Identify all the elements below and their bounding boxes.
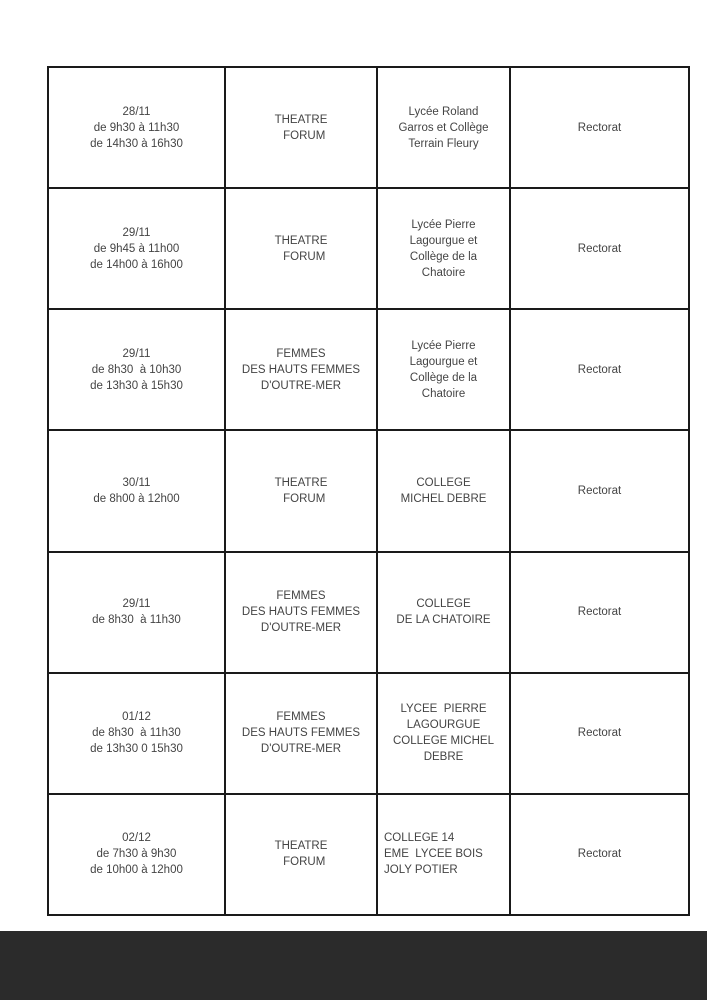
table-row [48, 67, 689, 188]
location-line: Lycée Pierre [411, 339, 476, 352]
date-line: de 14h00 à 16h00 [90, 258, 183, 271]
table-row [48, 794, 689, 915]
organizer-line: Rectorat [577, 363, 622, 376]
date-line: 29/11 [122, 598, 151, 611]
table-row [48, 188, 689, 309]
activity-cell [225, 673, 377, 794]
date-line: 29/11 [122, 347, 151, 360]
activity-line: THEATRE [274, 113, 328, 126]
organizer-line: Rectorat [577, 606, 622, 619]
organizer-line: Rectorat [577, 242, 622, 255]
location-cell [377, 673, 510, 794]
organizer-cell [510, 188, 689, 309]
location-line: COLLEGE 14 [384, 832, 455, 845]
activity-line: FORUM [276, 492, 326, 505]
activity-line: D'OUTRE-MER [260, 743, 342, 756]
activity-line: FEMMES [276, 347, 326, 360]
activity-line: FORUM [276, 856, 326, 869]
location-line: Terrain Fleury [408, 137, 479, 150]
activity-cell [225, 794, 377, 915]
date-line: de 7h30 à 9h30 [96, 848, 177, 861]
location-cell [377, 67, 510, 188]
table-row [48, 309, 689, 430]
table-row [48, 673, 689, 794]
date-line: 28/11 [122, 105, 151, 118]
location-line: DE LA CHATOIRE [396, 614, 491, 627]
activity-line: THEATRE [274, 840, 328, 853]
activity-line: DES HAUTS FEMMES [241, 727, 361, 740]
location-cell [377, 309, 510, 430]
date-line: de 10h00 à 12h00 [90, 864, 183, 877]
footer-bar [0, 931, 707, 1000]
activity-cell [225, 309, 377, 430]
activity-line: FORUM [276, 129, 326, 142]
organizer-cell [510, 673, 689, 794]
date-cell [48, 430, 225, 551]
activity-cell [225, 188, 377, 309]
organizer-cell [510, 309, 689, 430]
location-cell [377, 430, 510, 551]
location-line: Garros et Collège [398, 121, 489, 134]
organizer-line: Rectorat [577, 727, 622, 740]
date-line: 30/11 [122, 476, 151, 489]
table-row [48, 552, 689, 673]
date-line: 02/12 [122, 832, 151, 845]
activity-line: DES HAUTS FEMMES [241, 363, 361, 376]
organizer-line: Rectorat [577, 848, 622, 861]
organizer-cell [510, 67, 689, 188]
location-line: COLLEGE MICHEL [393, 735, 494, 748]
date-line: de 13h30 à 15h30 [90, 379, 183, 392]
location-line: Chatoire [421, 387, 466, 400]
location-cell [377, 794, 510, 915]
activity-line: DES HAUTS FEMMES [241, 606, 361, 619]
location-line: Lycée Pierre [411, 218, 476, 231]
date-line: de 8h30 à 10h30 [91, 363, 182, 376]
location-line: Lagourgue et [409, 234, 478, 247]
date-cell [48, 794, 225, 915]
activity-line: D'OUTRE-MER [260, 379, 342, 392]
date-cell [48, 673, 225, 794]
location-line: Lycée Roland [408, 105, 479, 118]
location-line: DEBRE [423, 751, 464, 764]
location-line: LAGOURGUE [406, 719, 481, 732]
location-line: MICHEL DEBRE [400, 492, 487, 505]
organizer-cell [510, 552, 689, 673]
location-cell [377, 552, 510, 673]
location-line: Collège de la [409, 371, 478, 384]
date-line: de 13h30 0 15h30 [90, 743, 183, 756]
activity-cell [225, 67, 377, 188]
organizer-line: Rectorat [577, 484, 622, 497]
location-line: Lagourgue et [409, 355, 478, 368]
location-line: Chatoire [421, 266, 466, 279]
date-cell [48, 67, 225, 188]
activity-cell [225, 552, 377, 673]
location-line: JOLY POTIER [384, 864, 458, 877]
location-line: COLLEGE [416, 476, 471, 489]
date-cell [48, 188, 225, 309]
organizer-cell [510, 430, 689, 551]
table-row [48, 430, 689, 551]
location-line: COLLEGE [416, 598, 471, 611]
activity-line: D'OUTRE-MER [260, 622, 342, 635]
date-line: de 8h30 à 11h30 [92, 614, 181, 627]
date-line: de 14h30 à 16h30 [90, 137, 183, 150]
schedule-table [47, 66, 690, 916]
date-cell [48, 552, 225, 673]
location-cell [377, 188, 510, 309]
location-line: Collège de la [409, 250, 478, 263]
date-line: 29/11 [122, 226, 151, 239]
date-line: de 9h30 à 11h30 [93, 121, 180, 134]
location-line: LYCEE PIERRE [400, 703, 487, 716]
date-cell [48, 309, 225, 430]
date-line: 01/12 [122, 711, 151, 724]
activity-line: FORUM [276, 250, 326, 263]
activity-line: FEMMES [276, 590, 326, 603]
date-line: de 9h45 à 11h00 [93, 242, 180, 255]
date-line: de 8h00 à 12h00 [93, 492, 180, 505]
activity-cell [225, 430, 377, 551]
activity-line: THEATRE [274, 234, 328, 247]
organizer-line: Rectorat [577, 121, 622, 134]
date-line: de 8h30 à 11h30 [92, 727, 181, 740]
activity-line: THEATRE [274, 476, 328, 489]
location-line: EME LYCEE BOIS [384, 848, 483, 861]
activity-line: FEMMES [276, 711, 326, 724]
organizer-cell [510, 794, 689, 915]
schedule-body [48, 67, 689, 915]
